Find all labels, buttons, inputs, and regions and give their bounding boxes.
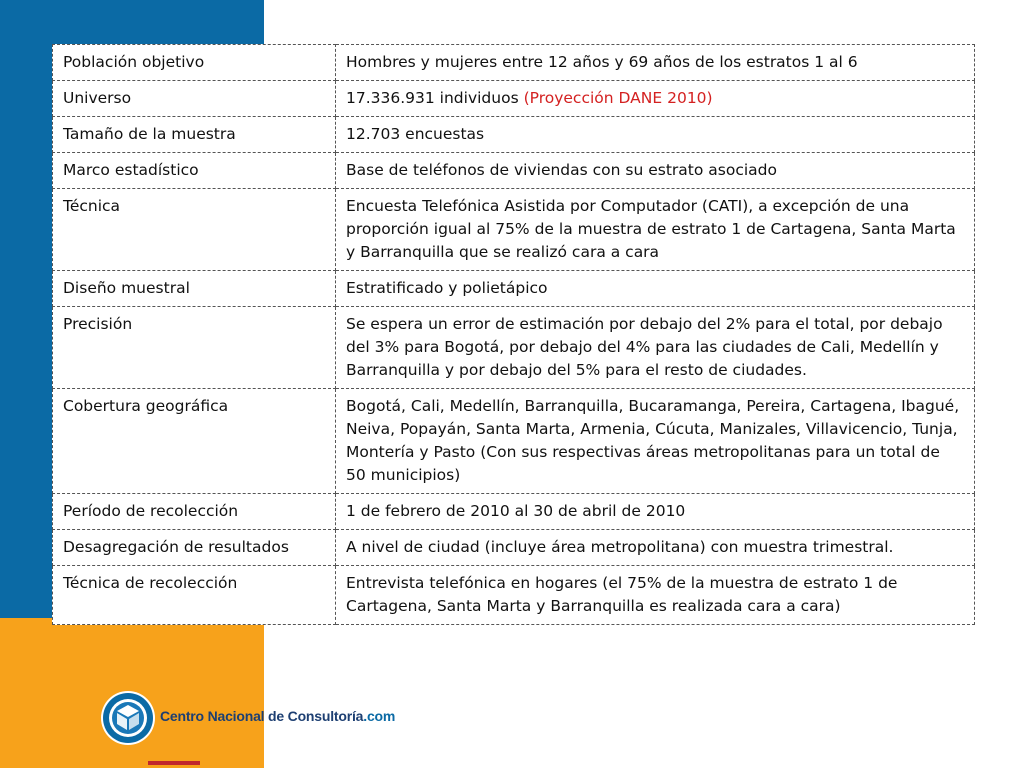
table-row xyxy=(53,566,975,625)
row-key: Técnica de recolección xyxy=(53,566,336,625)
table-row xyxy=(53,81,975,117)
row-value: A nivel de ciudad (incluye área metropolitana) con muestra trimestral. xyxy=(336,530,975,566)
row-value: Hombres y mujeres entre 12 años y 69 años de los estratos 1 al 6 xyxy=(336,45,975,81)
row-value: Bogotá, Cali, Medellín, Barranquilla, Bucaramanga, Pereira, Cartagena, Ibagué, Neiva, Popayán, Santa Marta, Armenia, Cúcuta, Manizales, Villavicencio, Tunja, Montería y Pasto (Con sus respectivas áreas metropolitanas para un total de 50 municipios) xyxy=(336,389,975,494)
table-row xyxy=(53,153,975,189)
row-key: Período de recolección xyxy=(53,494,336,530)
table-row xyxy=(53,494,975,530)
row-key: Precisión xyxy=(53,307,336,389)
row-key: Marco estadístico xyxy=(53,153,336,189)
table-row xyxy=(53,189,975,271)
row-value: Entrevista telefónica en hogares (el 75% de la muestra de estrato 1 de Cartagena, Santa Marta y Barranquilla es realizada cara a cara) xyxy=(336,566,975,625)
row-key: Diseño muestral xyxy=(53,271,336,307)
row-value-note: (Proyección DANE 2010) xyxy=(523,89,713,107)
row-key: Población objetivo xyxy=(53,45,336,81)
row-key: Universo xyxy=(53,81,336,117)
row-value: Estratificado y polietápico xyxy=(336,271,975,307)
red-accent-line xyxy=(148,761,200,765)
row-value: Base de teléfonos de viviendas con su estrato asociado xyxy=(336,153,975,189)
table-row xyxy=(53,530,975,566)
row-value: 1 de febrero de 2010 al 30 de abril de 2010 xyxy=(336,494,975,530)
row-value: Se espera un error de estimación por debajo del 2% para el total, por debajo del 3% para Bogotá, por debajo del 4% para las ciudades de Cali, Medellín y Barranquilla y por debajo del 5% para el resto de ciudades. xyxy=(336,307,975,389)
row-key: Cobertura geográfica xyxy=(53,389,336,494)
cnc-box-logo-icon xyxy=(100,690,156,746)
table-row xyxy=(53,389,975,494)
table-row xyxy=(53,117,975,153)
row-value-text: 17.336.931 individuos xyxy=(346,89,524,107)
table-row xyxy=(53,271,975,307)
logo-suffix: .com xyxy=(363,708,396,724)
row-key: Tamaño de la muestra xyxy=(53,117,336,153)
row-key: Técnica xyxy=(53,189,336,271)
row-value: Encuesta Telefónica Asistida por Computador (CATI), a excepción de una proporción igual al 75% de la muestra de estrato 1 de Cartagena, Santa Marta y Barranquilla que se realizó cara a cara xyxy=(336,189,975,271)
table-row xyxy=(53,45,975,81)
row-key: Desagregación de resultados xyxy=(53,530,336,566)
methodology-table xyxy=(52,44,975,625)
row-value xyxy=(336,81,975,117)
row-value: 12.703 encuestas xyxy=(336,117,975,153)
logo-text xyxy=(160,708,395,724)
company-logo xyxy=(0,684,1024,754)
table-row xyxy=(53,307,975,389)
logo-name: Centro Nacional de Consultoría xyxy=(160,708,364,724)
